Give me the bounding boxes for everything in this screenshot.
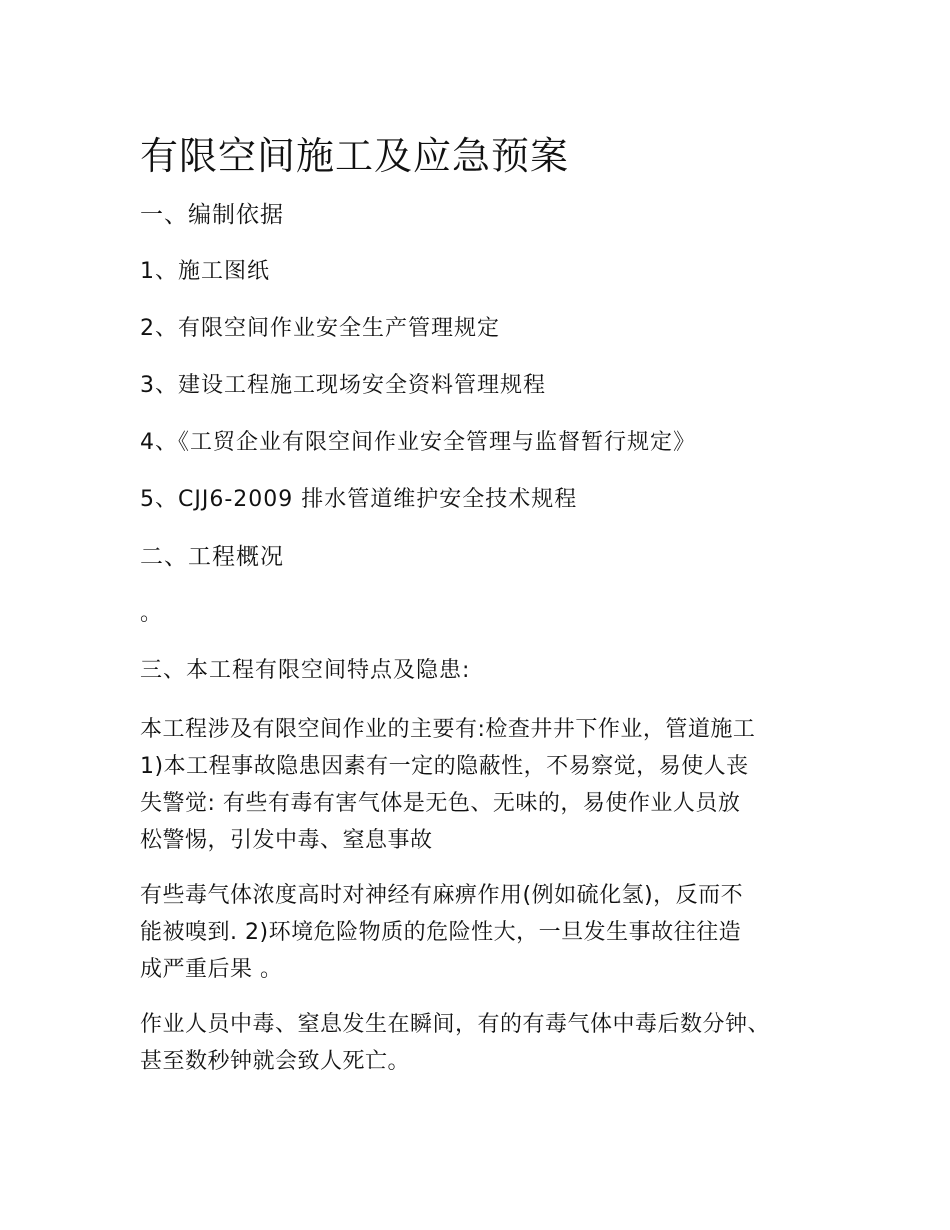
hazard-paragraph-2: [140, 877, 820, 988]
section-heading-hazards: 三、本工程有限空间特点及隐患:: [140, 658, 471, 683]
hazard-paragraph-1: [140, 711, 820, 859]
section-heading-basis: 一、编制依据: [140, 202, 284, 228]
paragraph-line: 1)本工程事故隐患因素有一定的隐蔽性，不易察觉，易使人丧: [140, 754, 749, 779]
document-content: [140, 128, 820, 1098]
basis-item-4: 4、《工贸企业有限空间作业安全管理与监督暂行规定》: [140, 430, 696, 455]
paragraph-line: 能被嗅到. 2)环境危险物质的危险性大，一旦发生事故往往造: [140, 920, 742, 945]
paragraph-line: 甚至数秒钟就会致人死亡。: [140, 1049, 411, 1074]
basis-item-1: 1、施工图纸: [140, 259, 270, 284]
basis-item-5: 5、CJJ6-2009 排水管道维护安全技术规程: [140, 487, 578, 512]
document-title: 有限空间施工及应急预案: [140, 134, 570, 178]
hazard-paragraph-3: [140, 1006, 820, 1080]
overview-body: 。: [140, 601, 164, 626]
paragraph-line: 本工程涉及有限空间作业的主要有:检查井井下作业，管道施工: [140, 717, 756, 742]
basis-item-2: 2、有限空间作业安全生产管理规定: [140, 316, 500, 341]
paragraph-line: 有些毒气体浓度高时对神经有麻痹作用(例如硫化氢)，反而不: [140, 883, 744, 908]
basis-item-3: 3、建设工程施工现场安全资料管理规程: [140, 373, 546, 398]
section-heading-overview: 二、工程概况: [140, 544, 284, 570]
paragraph-line: 作业人员中毒、窒息发生在瞬间，有的有毒气体中毒后数分钟、: [140, 1012, 771, 1037]
paragraph-line: 失警觉: 有些有毒有害气体是无色、无味的，易使作业人员放: [140, 791, 741, 816]
paragraph-line: 成严重后果 。: [140, 957, 283, 982]
paragraph-line: 松警惕，引发中毒、窒息事故: [140, 828, 433, 853]
